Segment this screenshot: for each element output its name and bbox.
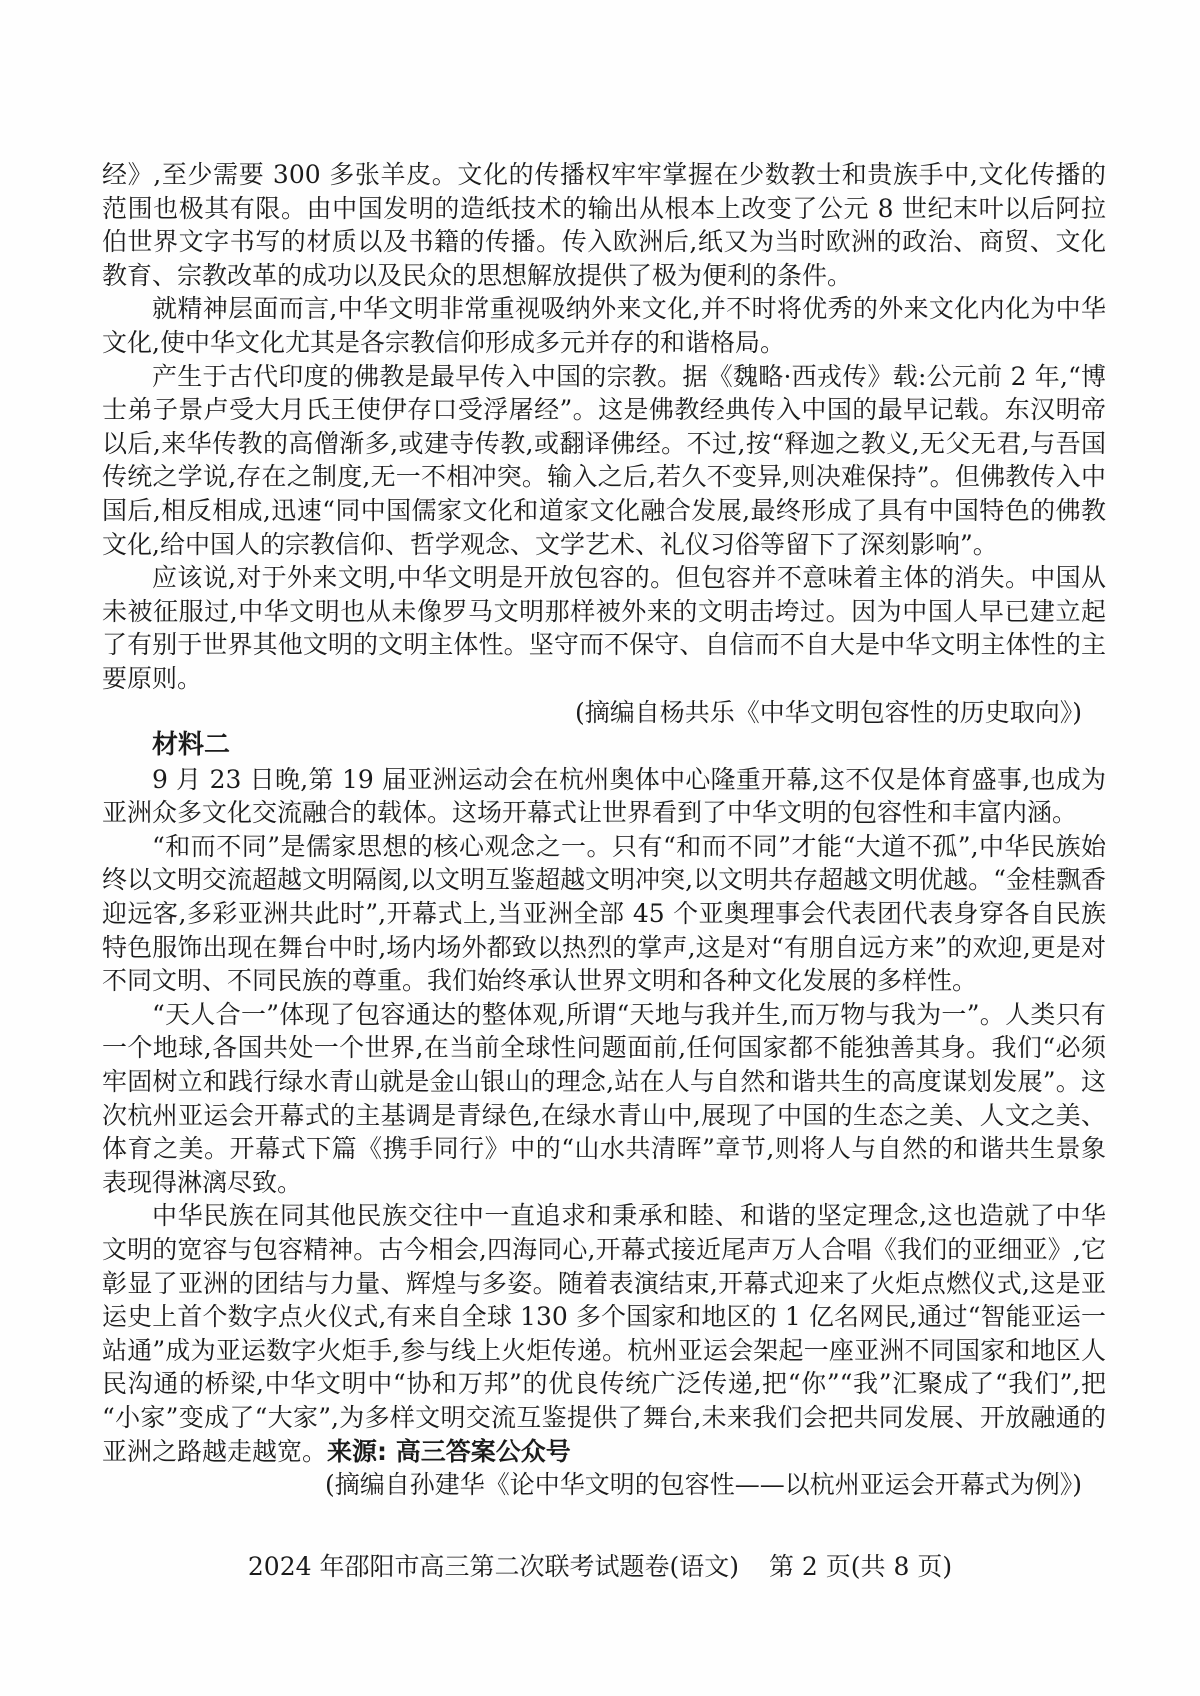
page-number-indicator: 第 2 页(共 8 页) — [768, 1552, 953, 1581]
paragraph: “天人合一”体现了包容通达的整体观,所谓“天地与我并生,而万物与我为一”。人类只有一个地球,各国共处一个世界,在当前全球性问题面前,任何国家都不能独善其身。我们“必须牢固树立和践行绿水青山就是金山银山的理念,站在人与自然和谐共生的高度谋划发展”。这次杭州亚运会开幕式的主基调是青绿色,在绿水青山中,展现了中国的生态之美、人文之美、体育之美。开幕式下篇《携手同行》中的“山水共清晖”章节,则将人与自然的和谐共生景象表现得淋漓尽致。 — [102, 999, 1106, 1197]
exam-title: 2024 年邵阳市高三第二次联考试题卷(语文) — [247, 1552, 739, 1581]
material-two-attribution: (摘编自孙建华《论中华文明的包容性——以杭州亚运会开幕式为例》) — [324, 1470, 1082, 1500]
page-footer — [0, 1550, 1200, 1584]
paragraph: 应该说,对于外来文明,中华文明是开放包容的。但包容并不意味着主体的消失。中国从未被征服过,中华文明也从未像罗马文明那样被外来的文明击垮过。因为中国人早已建立起了有别于世界其他文明的文明主体性。坚守而不保守、自信而不自大是中华文明主体性的主要原则。 — [102, 563, 1106, 693]
paragraph-text: 中华民族在同其他民族交往中一直追求和秉承和睦、和谐的坚定理念,这也造就了中华文明的宽容与包容精神。古今相会,四海同心,开幕式接近尾声万人合唱《我们的亚细亚》,它彰显了亚洲的团结与力量、辉煌与多姿。随着表演结束,开幕式迎来了火炬点燃仪式,这是亚运史上首个数字点火仪式,有来自全球 130 多个国家和地区的 1 亿名网民,通过“智能亚运一站通”成为亚运数字火炬手,参与线上火炬传递。杭州亚运会架起一座亚洲不同国家和地区人民沟通的桥梁,中华文明中“协和万邦”的优良传统广泛传递,把“你”“我”汇聚成了“我们”,把“小家”变成了“大家”,为多样文明交流互鉴提供了舞台,未来我们会把共同发展、开放融通的亚洲之路越走越宽。 — [102, 1201, 1106, 1466]
paragraph: “和而不同”是儒家思想的核心观念之一。只有“和而不同”才能“大道不孤”,中华民族始终以文明交流超越文明隔阂,以文明互鉴超越文明冲突,以文明共存超越文明优越。“金桂飘香迎远客,多彩亚洲共此时”,开幕式上,当亚洲全部 45 个亚奥理事会代表团代表身穿各自民族特色服饰出现在舞台中时,场内场外都致以热烈的掌声,这是对“有朋自远方来”的欢迎,更是对不同文明、不同民族的尊重。我们始终承认世界文明和各种文化发展的多样性。 — [102, 831, 1106, 996]
reading-passage — [102, 158, 1106, 1502]
paragraph: 经》,至少需要 300 多张羊皮。文化的传播权牢牢掌握在少数教士和贵族手中,文化传播的范围也极其有限。由中国发明的造纸技术的输出从根本上改变了公元 8 世纪末叶以后阿拉伯世界文字书写的材质以及书籍的传播。传入欧洲后,纸又为当时欧洲的政治、商贸、文化教育、宗教改革的成功以及民众的思想解放提供了极为便利的条件。 — [102, 160, 1106, 290]
paragraph: 就精神层面而言,中华文明非常重视吸纳外来文化,并不时将优秀的外来文化内化为中华文化,使中华文化尤其是各宗教信仰形成多元并存的和谐格局。 — [102, 294, 1106, 357]
material-two-heading: 材料二 — [152, 730, 231, 761]
paragraph: 9 月 23 日晚,第 19 届亚洲运动会在杭州奥体中心隆重开幕,这不仅是体育盛事,也成为亚洲众多文化交流融合的载体。这场开幕式让世界看到了中华文明的包容性和丰富内涵。 — [102, 764, 1106, 828]
paragraph: 产生于古代印度的佛教是最早传入中国的宗教。据《魏略·西戎传》载:公元前 2 年,“博士弟子景卢受大月氏王使伊存口受浮屠经”。这是佛教经典传入中国的最早记载。东汉明帝以后,来华传教的高僧渐多,或建寺传教,或翻译佛经。不过,按“释迦之教义,无父无君,与吾国传统之学说,存在之制度,无一不相冲突。输入之后,若久不变异,则决难保持”。但佛教传入中国后,相反相成,迅速“同中国儒家文化和道家文化融合发展,最终形成了具有中国特色的佛教文化,给中国人的宗教信仰、哲学观念、文学艺术、礼仪习俗等留下了深刻影响”。 — [102, 361, 1106, 559]
material-one-section — [102, 158, 1106, 729]
paragraph — [102, 1199, 1106, 1468]
material-two-section — [102, 729, 1106, 1502]
source-watermark: 来源: 高三答案公众号 — [327, 1436, 571, 1466]
material-one-attribution: (摘编自杨共乐《中华文明包容性的历史取向》) — [574, 697, 1082, 727]
